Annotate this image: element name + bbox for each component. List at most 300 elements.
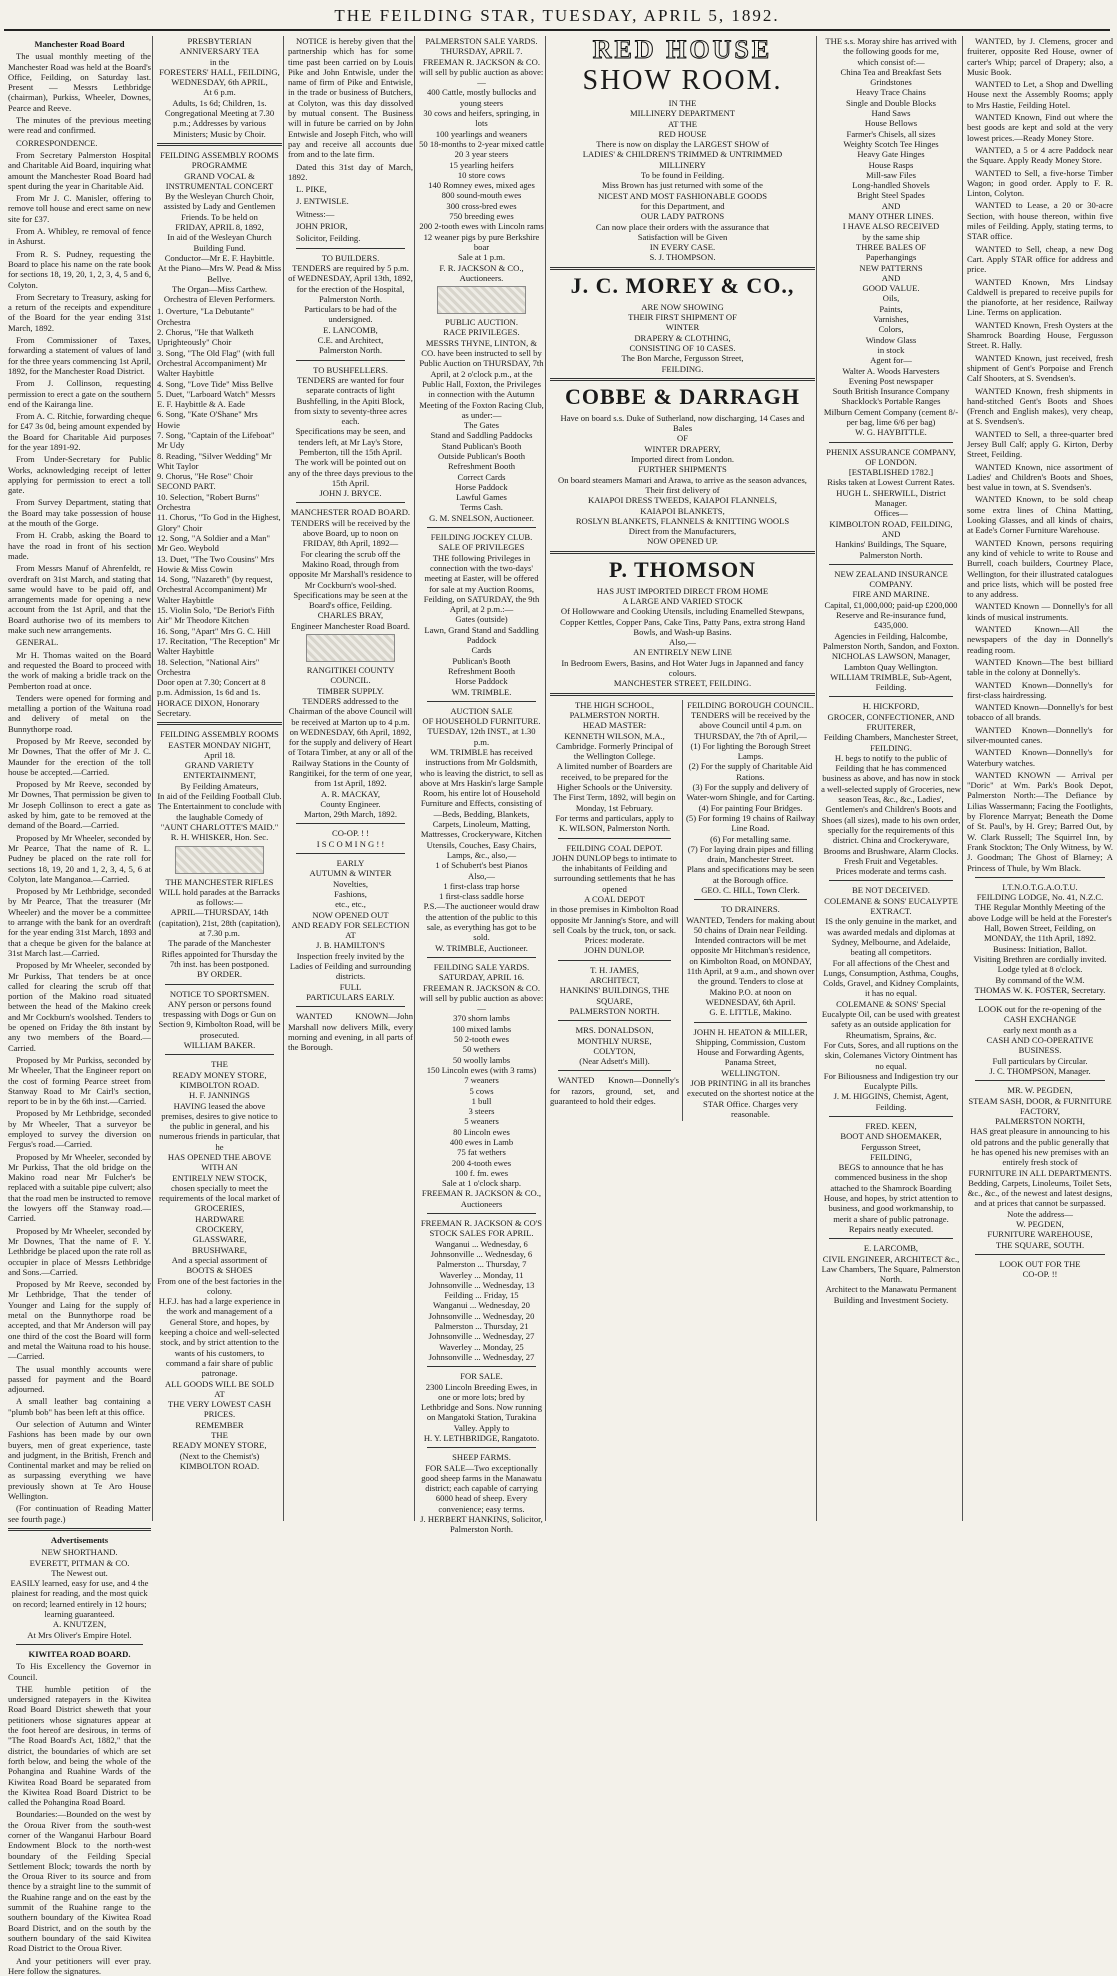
text-line: 100 mixed lambs	[451, 1023, 512, 1034]
text-line: IN EVERY CASE.	[649, 242, 716, 253]
text-line: Miss Brown has just returned with some of the	[602, 180, 763, 191]
text-line: PUBLIC AUCTION.	[444, 317, 519, 328]
text-line: Lawn, Grand Stand and Saddling Paddock	[424, 624, 539, 646]
text-line: Proposed by Mr Lethbridge, seconded by Mr Pearce, That the treasurer (Mr Wheeler) and the mover be a committee to arrange with the bank for an overdraft for the year ending 31st March, 1893 and that a cheque be given for the balance at 31st March last.—Carried.	[8, 886, 151, 958]
text-line: GLASSWARE,	[192, 1234, 247, 1245]
text-line: Bedding, Carpets, Linoleums, Toilet Sets, &c., &c., of the newest and latest designs, and at prices that cannot be surpassed.	[967, 1177, 1113, 1209]
text-line: Palmerston ... Thursday, 21	[434, 1321, 529, 1332]
text-line: Shipping, Commission, Custom House and Forwarding Agents, Panama Street,	[695, 1036, 806, 1068]
text-line: FREEMAN R. JACKSON & CO. will sell by public auction as above:—	[419, 56, 544, 88]
text-line: Repairs neatly executed.	[848, 1223, 934, 1234]
text-line: FIRE AND MARINE.	[852, 589, 930, 600]
text-line: IS the only genuine in the market, and was awarded medals and diplomas at Sydney, Melbourne, and Adelaide, beating all competitors.	[825, 916, 957, 958]
text-line: Door open at 7.30; Concert at 8 p.m. Admission, 1s 6d and 1s.	[157, 677, 266, 698]
text-line: 10 store cows	[457, 169, 506, 180]
text-line: WELLINGTON.	[721, 1067, 780, 1078]
race-privileges-ad	[419, 317, 544, 523]
text-line: Mr H. Thomas waited on the Board and requested the Board to proceed with the work of making a bridle track on the Pemberton road at once.	[8, 649, 151, 691]
text-line: THE MANCHESTER RIFLES	[165, 876, 274, 887]
divider	[975, 877, 1105, 878]
text-line: THE Regular Monthly Meeting of the above Lodge will be held at the Forester's Hall, Bowen Street, Feilding, on MONDAY, the 11th April, 1892.	[968, 902, 1112, 944]
text-line: A LARGE AND VARIED STOCK	[622, 595, 743, 606]
column-2	[152, 36, 286, 1521]
text-line: Inspection freely invited by the Ladies of Feilding and surrounding districts.	[289, 950, 412, 982]
text-line: Engineer Manchester Road Board.	[291, 620, 410, 631]
text-line: H. HICKFORD,	[862, 701, 920, 712]
coop-teaser	[288, 828, 413, 849]
text-line: RED HOUSE	[658, 128, 707, 139]
text-line: THREE BALES OF	[855, 241, 927, 252]
text-line: Imported direct from London.	[630, 454, 735, 465]
column-3	[283, 36, 417, 1521]
sheep-farms-ad	[419, 1452, 544, 1534]
text-line: 14. Song, "Nazareth" (by request, Orchestral Accompaniment) Mr Walter Haybittle	[157, 574, 273, 605]
text-line: NOW OPENED UP.	[647, 536, 718, 547]
text-line: And your petitioners will ever pray. Here follow the signatures.	[8, 1955, 151, 1976]
text-line: Dated this 31st day of March, 1892.	[288, 161, 413, 182]
text-line: FURNITURE WAREHOUSE,	[987, 1229, 1093, 1240]
text-line: Johnsonville ... Wednesday, 6	[430, 1248, 533, 1259]
text-line: Palmerston North.	[318, 345, 382, 356]
text-line: (1) For lighting the Borough Street Lamps.	[690, 740, 811, 762]
text-line: 200 2-tooth ewes with Lincoln rams	[419, 221, 544, 232]
text-line: T. H. JAMES,	[590, 964, 639, 975]
text-line: S. J. THOMPSON.	[649, 252, 716, 263]
cobbe-title: COBBE & DARRAGH	[564, 383, 800, 409]
high-school-ad	[550, 700, 679, 834]
text-line: I.T.N.O.T.G.A.O.T.U.	[1002, 881, 1078, 892]
text-line: The work will be pointed out on any of the three days previous to the 15th April.	[288, 457, 413, 488]
text-line: "AUNT CHARLOTTE'S MAID."	[160, 821, 279, 832]
text-line: WINTER	[665, 322, 700, 333]
text-line: 2300 Lincoln Breeding Ewes, in one or more lots; bred by Lethbridge and Sons. Now running on Mangatoki Station, Turakina Valley. Apply to	[420, 1381, 542, 1433]
text-line: JOHN DUNLOP begs to intimate to the inhabitants of Feilding and surrounding settlements that he has opened	[552, 852, 677, 894]
text-line: Grindstones	[870, 77, 912, 88]
hickford-ad	[821, 701, 961, 876]
text-line: Business: Initiation, Ballot.	[992, 943, 1088, 954]
text-line: Proposed by Mr Lethbridge, seconded by Mr Wheeler, That a surveyor be employed to survey the diversion on Fergus's road.—Carried.	[8, 1108, 151, 1150]
text-line: E. LANCOMB,	[323, 324, 378, 335]
divider	[296, 853, 405, 854]
text-line: From Commissioner of Taxes, forwarding a statement of values of land for the three years commencing 1st April, 1892, for the Manchester Road District.	[8, 335, 151, 376]
text-line: KIMBOLTON ROAD, FEILDING, AND	[829, 518, 953, 539]
text-line: Law Chambers, The Square, Palmerston North.	[821, 1263, 961, 1285]
text-line: 10. Selection, "Robert Burns" Orchestra	[157, 491, 260, 513]
text-line: Mill-saw Files	[866, 169, 916, 180]
text-line: Note the address—	[1007, 1208, 1073, 1219]
text-line: ARE NOW SHOWING	[641, 301, 724, 312]
text-line: 1 first-class saddle horse	[439, 891, 524, 902]
text-line: JOHN DUNLOP.	[584, 945, 645, 956]
text-line: 100 f. fm. ewes	[454, 1167, 509, 1178]
text-line: Also,—	[468, 870, 495, 881]
text-line: Satisfaction will be Given	[637, 231, 728, 242]
architect-ad	[550, 965, 679, 1016]
divider	[829, 1238, 953, 1239]
divider	[829, 696, 953, 697]
text-line: (7) For laying drain pipes and filling drain, Manchester Street.	[687, 843, 814, 865]
text-line: FEILDING LODGE, No. 41, N.Z.C.	[976, 892, 1104, 903]
divider	[558, 1020, 671, 1021]
text-line: NEW SHORTHAND.	[41, 1547, 118, 1558]
haybittle-ad	[821, 36, 961, 438]
text-line: GOOD VALUE.	[862, 283, 920, 294]
crest-engraving	[175, 846, 265, 874]
text-line: The Newest out.	[51, 1567, 108, 1578]
text-line: By Feilding Amateurs,	[180, 780, 259, 791]
text-line: Horse Paddock	[455, 676, 508, 687]
bushfellers-tender	[288, 365, 413, 499]
text-line: BE NOT DECEIVED.	[852, 885, 930, 896]
text-line: WANTED to Let, a Shop and Dwelling House next the Assembly Rooms; apply to Mrs Hastie, Feilding Hotel.	[967, 79, 1113, 110]
text-line: AUTUMN & WINTER	[309, 868, 392, 879]
column-7	[962, 36, 1117, 1521]
morey-title: J. C. MOREY & CO.,	[570, 272, 795, 298]
text-line: Paints,	[879, 303, 903, 314]
text-line: MONTHLY NURSE,	[577, 1035, 652, 1046]
divider	[296, 1006, 405, 1007]
text-line: To be found in Feilding.	[640, 170, 725, 181]
text-line: LADIES' & CHILDREN'S TRIMMED & UNTRIMMED	[582, 149, 783, 160]
text-line: Our selection of Autumn and Winter Fashions has been made by our own buyers, men of great experience, taste and judgment, in the British, French and Continental market and may be relied on as surpassing everything we have previously shown at Te Aro House Wellington.	[8, 1419, 151, 1502]
text-line: (Next to the Chemist's)	[179, 1450, 260, 1461]
text-line: HEAD MASTER:	[582, 720, 647, 731]
text-line: chosen specially to meet the requirements of the local market of	[159, 1182, 280, 1204]
text-line: Orchestra of Eleven Performers.	[163, 294, 276, 305]
text-line: Agencies in Feilding, Halcombe, Palmerston North, Sandon, and Foxton.	[822, 630, 960, 651]
text-line: CHARLES BRAY,	[317, 610, 384, 621]
furniture-auction-ad	[419, 706, 544, 953]
divider	[165, 1054, 274, 1055]
text-line: Waverley ... Monday, 25	[439, 1341, 524, 1352]
text-line: Heavy Trace Chains	[856, 87, 926, 98]
text-line: Colors,	[878, 324, 904, 335]
text-line: Johnsonville ... Wednesday, 20	[428, 1310, 535, 1321]
text-line: GRAND VARIETY ENTERTAINMENT,	[183, 760, 256, 781]
text-line: The Gates	[463, 420, 500, 431]
divider	[558, 838, 671, 839]
road-board-tender	[288, 507, 413, 631]
text-line: Reserve and Re-insurance fund, £435,000.	[836, 610, 946, 631]
bottom-right	[683, 700, 815, 1122]
text-line: CIVIL ENGINEER, ARCHITECT &c.,	[822, 1253, 960, 1264]
text-line: HAVING leased the above premises, desires to give notice to the public in general, and his numerous friends in particular, that he	[159, 1100, 280, 1152]
text-line: H. begs to notify to the public of Feilding that he has commenced business as above, and has now in stock a well-selected supply of Groceries, new season Teas, &c., &c., Ladies', Gentlemen's and Children's Boots and Shoes (all sizes), made to his own order, specially for the requirements of this district. China and Crockeryware, Brooms and Brushware, Alarm Clocks.	[821, 752, 961, 856]
text-line: LOOK out for the re-opening of the	[978, 1004, 1102, 1015]
text-line: Lambton Quay Wellington.	[844, 661, 938, 672]
text-line: From Messrs Manuf of Ahrenfeldt, re overdraft on 31st March, and stating that same would have to be paid off, and arrangements made for opening a new account from the 1st April, and that the Board authorise two of its members to make such new arrangements.	[8, 563, 151, 636]
show-room-title: SHOW ROOM.	[582, 65, 783, 96]
text-line: In aid of the Wesleyan Church Building Fund.	[167, 232, 272, 253]
text-line: Proposed by Mr Reeve, seconded by Mr Lethbridge, That the tender of Younger and Laing for the supply of metal on the Bunnythorpe road be accepted, and that Mr Anderson will pay one third of the cost the Board will form and metal the Waituna road to his house.—Carried.	[8, 1279, 151, 1362]
text-line: HARDWARE	[195, 1213, 244, 1224]
text-line: 12 weaner pigs by pure Berkshire boar	[423, 231, 540, 252]
divider	[829, 880, 953, 881]
text-line: Stand and Saddling Paddocks	[430, 430, 533, 441]
text-line: Single and Double Blocks	[846, 97, 936, 108]
text-line: COLEMANE & SONS' EUCALYPTE EXTRACT.	[824, 895, 958, 917]
text-line: Congregational Meeting at 7.30 p.m.; Addresses by various Ministers; Music by Choir.	[164, 108, 275, 139]
text-line: From J. Collinson, requesting permission to erect a gate on the southern end of the Kairanga line.	[8, 378, 151, 409]
text-line: A small leather bag containing a "plumb bob" has been left at this office.	[8, 1396, 151, 1417]
text-line: And a special assortment of	[171, 1254, 268, 1265]
text-line: NOW OPENED OUT	[312, 909, 389, 920]
text-line: WANTED Known, persons requiring any kind of vehicle to write to Rouse and Burrell, coach builders, Courtney Place, Wellington, for their illustrated catalogues and price lists, which will be posted free to any address.	[967, 537, 1113, 600]
text-line: L. PIKE,	[296, 184, 327, 195]
text-line: WANTED Known — Donnelly's for all kinds of musical instruments.	[967, 601, 1113, 622]
text-line: Proposed by Mr Wheeler, seconded by Mr Downes, That the name of F. Y. Lethbridge be placed upon the rate roll as occupier in place of Messrs Lethbridge and Sons.—Carried.	[8, 1225, 151, 1277]
text-line: H.F.J. has had a large experience in the work and management of a General Store, and hopes, by keeping a choice and well-selected stock, and by strict attention to the wants of his customers, to command a fair share of public patronage.	[158, 1296, 281, 1379]
text-line: GEO. C. HILL, Town Clerk.	[701, 885, 800, 895]
text-line: 1 of Schubert's best Pianos	[435, 860, 528, 871]
divider	[427, 1447, 536, 1448]
text-line: BOOTS & SHOES	[186, 1265, 253, 1276]
text-line: Waverley ... Monday, 11	[439, 1269, 524, 1280]
text-line: Terms Cash.	[460, 502, 503, 513]
text-line: JOHN PRIOR,	[296, 221, 348, 232]
text-line: Agent for—	[870, 355, 912, 366]
ewes-for-sale-ad	[419, 1371, 544, 1443]
adverts-heading: Advertisements	[50, 1534, 109, 1545]
coal-depot-ad	[550, 843, 679, 956]
text-line: THE	[211, 1059, 228, 1070]
text-line: The First Term, 1892, will begin on Monday, 1st February.	[553, 792, 676, 813]
concert-programme	[157, 306, 282, 718]
text-line: PROGRAMME	[191, 160, 248, 171]
text-line: AT	[214, 1388, 225, 1399]
text-line: J. B. HAMILTON'S	[316, 940, 385, 951]
text-line: WANTED Known, Fresh Oysters at the Shamrock Boarding House, Fergusson Street. R. Hally.	[967, 319, 1113, 351]
text-line: SALE OF PRIVILEGES	[438, 542, 525, 553]
text-line: Johnsonville ... Wednesday, 27	[428, 1331, 535, 1342]
text-line: THEIR FIRST SHIPMENT OF	[628, 312, 737, 323]
pegden-ad	[967, 1085, 1113, 1250]
text-line: (6) For metalling same.	[710, 833, 791, 844]
text-line: 150 Lincoln ewes (with 3 rams)	[426, 1064, 537, 1075]
text-line: DRAPERY & CLOTHING,	[634, 332, 731, 343]
text-line: PALMERSTON NORTH.	[569, 709, 660, 720]
article-heading: Manchester Road Board	[34, 39, 125, 49]
crest-engraving	[306, 634, 396, 662]
jockey-club-ad	[419, 532, 544, 697]
text-line: Lawful Games	[456, 492, 507, 503]
text-line: Proposed by Mr Reeve, seconded by Mr Downes, That the offer of Mr J. C. Maunder for the erection of the toll house be accepted.—Carried.	[8, 736, 151, 777]
text-line: AT THE	[667, 118, 698, 129]
text-line: I S C O M I N G ! !	[316, 838, 385, 849]
text-line: For all affections of the Chest and Lungs, Consumption, Asthma, Coughs, Colds, Gravel, and Kidney Complaints, it has no equal.	[823, 957, 959, 999]
text-line: COLYTON,	[593, 1045, 636, 1056]
text-line: By the Wesleyan Church Choir, assisted by Lady and Gentlemen Friends. To be held on	[163, 191, 276, 222]
text-line: HANKINS' BUILDINGS, THE SQUARE,	[559, 985, 670, 1006]
text-line: HUGH L. SHERWILL, District Manager.	[836, 487, 946, 509]
text-line: To His Excellency the Governor in Council.	[8, 1661, 151, 1682]
text-line: OUR LADY PATRONS	[640, 211, 725, 222]
text-line: TENDERS will be received by the above Council until 4 p.m. on THURSDAY, the 7th of April,—	[690, 709, 811, 741]
text-line: A limited number of Boarders are received, to be prepared for the Higher Schools or the University.	[556, 761, 673, 793]
text-line: (2) For the supply of Charitable Aid Rations.	[688, 761, 813, 782]
text-line: Horse Paddock	[455, 481, 508, 492]
red-house-ad	[550, 98, 815, 263]
text-line: TENDERS addressed to the Chairman of the above Council will be received at Marton up to 4 p.m. on WEDNESDAY, 6th April, 1892, for the supply and delivery of Heart of Totara Timber, at any or all of the Railway Stations in the County of Rangitikei, for the term of one year, from 1st April, 1892.	[288, 695, 413, 789]
text-line: Bright Steel Spades	[857, 190, 925, 201]
text-line: JOB PRINTING in all its branches executed on the shortest notice at the STAR Office. Charges very reasonable.	[687, 1078, 814, 1119]
divider	[558, 1070, 671, 1071]
text-line: Johnsonville ... Wednesday, 13	[428, 1279, 535, 1290]
text-line: E. LARCOMB,	[863, 1243, 919, 1254]
text-line: By command of the W.M.	[995, 974, 1085, 985]
hamilton-fashions-ad	[288, 858, 413, 1002]
text-line: EASTER MONDAY NIGHT,	[168, 739, 271, 750]
text-line: EASILY learned, easy for use, and 4 the plainest for reading, and the most quick on record; learned entirely in 12 hours; learning guaranteed.	[10, 1578, 149, 1620]
text-line: The Organ—Miss Carthew.	[172, 283, 267, 294]
partnership-notice	[288, 36, 413, 244]
text-line: WANTED Known, to be sold cheap some extra lines of China Matting, Looking Glasses, and all kinds of chairs, at Eade's Corner Furniture Warehouse.	[967, 494, 1113, 536]
text-line: Witness:—	[296, 208, 335, 219]
text-line: THE following Privileges in connection with the two-days' meeting at Easter, will be offered for sale at my Auction Rooms, Feilding, on SATURDAY, the 9th April, at 2 p.m.:—	[423, 552, 540, 615]
text-line: A. R. MACKAY,	[321, 788, 380, 799]
text-line: PALMERSTON SALE YARDS.	[425, 36, 538, 46]
text-line: A COAL DEPOT	[584, 894, 645, 904]
text-line: 50 wethers	[462, 1044, 501, 1055]
text-line: Novelties,	[332, 878, 369, 889]
text-line: TENDERS are wanted for four separate contracts of light Bushfelling, in the Apiti Block, from sixty to seventy-three acres each.	[294, 374, 407, 427]
text-line: Prices: moderate.	[584, 935, 645, 946]
text-line: FEILDING ASSEMBLY ROOMS	[160, 149, 279, 160]
phenix-assurance-ad	[821, 447, 961, 560]
text-line: NOTICE is hereby given that the partnership which has for some time past been carried on by Louis Pike and John Entwisle, under the name of firm of Pike and Entwisle, in the trade or business of Butchers, at Colyton, was this day dissolved by mutual consent. The Business will in future be carried on by John Entwisle and Joseph Fitch, who will pay and receive all accounts due from and to the late firm.	[288, 36, 413, 160]
text-line: TUESDAY, 12th INST., at 1.30 p.m.	[427, 726, 536, 747]
text-line: BEGS to announce that he has commenced business in the shop attached to the Shamrock Boarding House, and hopes, by strict attention to business, and good workmanship, to merit a share of public patronage.	[823, 1162, 959, 1224]
text-line: PALMERSTON NORTH.	[569, 1005, 660, 1016]
divider	[550, 551, 815, 554]
text-line: Boundaries:—Bounded on the west by the Oroua River from the south-west corner of the Wanganui Harbour Board Endowment Block to the north-west boundary of the Feilding Special Settlement Block; towards the north by the Oroua River to its source and from thence by a straight line to the summit of the Ruahine range and on the east by the summit of the Ruahine range to the southern boundary of the Kiwitea Road Board District, and on the south by the southern boundary of the said Kiwitea Road District to the Oroua River.	[8, 1809, 151, 1954]
text-line: 100 yearlings and weaners	[435, 128, 528, 139]
text-line: 200 4-tooth ewes	[451, 1157, 512, 1168]
text-line: MESSRS THYNE, LINTON, & CO. have been instructed to sell by Public Auction on THURSDAY, 7th April, at 2 o'clock p.m., at the Public Hall, Foxton, the Privileges in connection with the Autumn Meeting of the Foxton Racing Club, as under:—	[419, 337, 544, 420]
masthead: THE FEILDING STAR, TUESDAY, APRIL 5, 1892.	[334, 6, 780, 25]
text-line: Wanganui ... Wednesday, 6	[435, 1238, 528, 1249]
heaton-miller-ad	[686, 1027, 815, 1120]
divider	[16, 1644, 143, 1645]
text-line: CASH AND CO-OPERATIVE BUSINESS.	[986, 1035, 1094, 1056]
text-line: MANCHESTER STREET, FEILDING.	[613, 678, 752, 689]
text-line: PALMERSTON NORTH,	[995, 1116, 1085, 1127]
larcomb-ad	[821, 1243, 961, 1305]
text-line: 11. Chorus, "To God in the Highest, Glory" Choir	[157, 512, 281, 533]
text-line: Proposed by Mr Wheeler, seconded by Mr Pearce, That the name of R. L. Pudney be placed on the rate roll for sections 18, 19, 20 and 1, 2, 3, 4, 5, 6 at Colyton, late Manganoa.—Carried.	[8, 832, 151, 884]
sportsmen-notice	[157, 989, 282, 1051]
divider	[550, 693, 815, 696]
text-line: Prices moderate and terms cash.	[835, 866, 947, 877]
text-line: FEILDING.	[661, 363, 704, 374]
text-line: Feilding ... Friday, 15	[444, 1290, 519, 1301]
text-line: Farmer's Chisels, all sizes	[846, 128, 936, 139]
text-line: CONSISTING OF 10 CASES.	[629, 342, 736, 353]
text-line: W. TRIMBLE, Auctioneer.	[435, 942, 528, 953]
text-line: AT	[345, 930, 356, 941]
cobbe-ad	[550, 413, 815, 547]
text-line: At Mrs Oliver's Empire Hotel.	[27, 1629, 132, 1640]
text-line: FREEMAN R. JACKSON & CO'S STOCK SALES FOR APRIL.	[420, 1218, 543, 1239]
text-line: THE SQUARE, SOUTH.	[995, 1239, 1085, 1250]
text-line: 12. Song, "A Soldier and a Man" Mr Geo. Weybold	[157, 532, 270, 554]
text-line: FEILDING COAL DEPOT.	[566, 842, 663, 853]
column-6	[816, 36, 965, 1521]
text-line: which consist of:—	[857, 56, 925, 67]
divider	[829, 564, 953, 565]
text-line: For terms and particulars, apply to	[555, 812, 674, 823]
text-line: WANTED Known, nice assortment of Ladies' and Children's Boots and Shoes, best value in town, at S. Svendsen's.	[967, 461, 1113, 493]
text-line: WANTED Known, just received, fresh shipment of Gent's Porpoise and French Calf Shooters, at S. Svendsen's.	[967, 352, 1113, 384]
text-line: Architect to the Manawatu Permanent Building and Investment Society.	[825, 1284, 957, 1305]
text-line: JOHN J. BRYCE.	[319, 488, 382, 499]
text-line: (For continuation of Reading Matter see fourth page.)	[8, 1503, 151, 1524]
text-line: The usual monthly meeting of the Manchester Road was held at the Board's Office, Feilding, on Saturday last. Present — Messrs Lethbridge (chairman), Purkiss, Wheeler, Downes, Pearce and Reeve.	[8, 51, 151, 113]
text-line: 7. Song, "Captain of the Lifeboat" Mr Udy	[157, 429, 275, 451]
divider	[975, 1254, 1105, 1255]
text-line: From R. S. Pudney, requesting the Board to place his name on the rate book for sections 18, 19, 20, 1, 2, 3, 4, 5 and 6, Colyton.	[8, 248, 151, 290]
text-line: 6. Song, "Kate O'Shane" Mrs Howie	[157, 409, 258, 430]
text-line: CORRESPONDENCE.	[16, 137, 98, 148]
text-line: 400 Cattle, mostly bullocks and young steers	[426, 87, 537, 108]
column-1	[4, 36, 155, 1976]
text-line: (4) For painting Four Bridges.	[698, 802, 803, 813]
text-line: BRUSHWARE,	[191, 1244, 248, 1255]
text-line: FREEMAN R. JACKSON & CO., Auctioneers	[421, 1188, 542, 1209]
text-line: P.S.—The auctioneer would draw the attention of the public to this sale, as everything has got to be sold.	[423, 901, 540, 943]
text-line: MRS. DONALDSON,	[575, 1025, 654, 1036]
text-line: WANTED KNOWN — Arrival per "Doric" at Wm. Park's Book Depot, Palmerston North:—The Defiance by Lilias Wassermann; Facing the Footlights, by Florence Marryat; Beneath the Dome of St. Paul's, by H. Grey; Barred Out, by W. Clark Russell; The Squirrel Inn, by Frank Stockton; The Only Witness, by W. J. Goodman; The Ghost of Blarney; A Princess of Thule, by Wm Black.	[967, 769, 1113, 873]
text-line: House Rasps	[868, 159, 914, 170]
text-line: 1 bull	[471, 1095, 492, 1106]
text-line: House Bellows	[864, 118, 918, 129]
text-line: GROCER, CONFECTIONER, AND FRUITERER,	[827, 711, 955, 732]
text-line: Also,—	[669, 637, 696, 648]
divider	[427, 1213, 536, 1214]
column-4	[414, 36, 548, 1535]
text-line: Varnishes,	[873, 314, 909, 325]
text-line: WANTED, a 5 or 4 acre Paddock near the Square. Apply Ready Money Store.	[967, 144, 1113, 166]
text-line: WANTED Known—Donnelly's for best tobacco of all brands.	[967, 702, 1113, 723]
text-line: APRIL—THURSDAY, 14th (capitation), 21st, 28th (capitation), at 7.30 p.m.	[158, 907, 281, 939]
text-line: NOTICE TO SPORTSMEN.	[169, 988, 270, 999]
text-line: FURNITURE IN ALL DEPARTMENTS.	[968, 1167, 1112, 1178]
assembly-concert-ad	[157, 150, 282, 304]
text-line: There is now on display the LARGEST SHOW of	[596, 139, 769, 150]
text-line: F. R. JACKSON & CO., Auctioneers.	[439, 262, 524, 283]
text-line: H. F. JANNINGS	[189, 1090, 250, 1101]
column-5	[545, 36, 819, 1521]
text-line: Walter A. Woods Harvesters	[842, 365, 940, 376]
text-line: CASH EXCHANGE	[1003, 1014, 1077, 1025]
text-line: Conductor—Mr E. F. Haybittle.	[164, 252, 275, 263]
text-line: ROSLYN BLANKETS, FLANNELS & KNITTING WOOLS	[575, 515, 790, 526]
text-line: TIMBER SUPPLY.	[317, 685, 384, 696]
text-line: Publican's Booth	[452, 655, 511, 666]
text-line: WANTED Known—Donnelly's for razors, ground, set, and guaranteed to hold their edges.	[550, 1075, 679, 1107]
text-line: CO-OP. ! !	[331, 828, 369, 839]
text-line: STEAM SASH, DOOR, & FURNITURE FACTORY,	[968, 1095, 1112, 1116]
text-line: Feilding Chambers, Manchester Street, FEILDING.	[823, 732, 959, 753]
text-line: FEILDING BOROUGH COUNCIL.	[687, 699, 814, 710]
text-line: 18. Selection, "National Airs" Orchestra	[157, 656, 260, 677]
text-line: WANTED to Sell, cheap, a new Dog Cart. Apply STAR office for address and price.	[967, 243, 1113, 275]
text-line: JOHN H. HEATON & MILLER,	[693, 1026, 808, 1037]
text-line: Wanganui ... Wednesday, 20	[433, 1300, 530, 1311]
bottom-left	[550, 700, 683, 1122]
text-line: 5 weaners	[464, 1116, 499, 1127]
text-line: April 18.	[203, 749, 236, 760]
